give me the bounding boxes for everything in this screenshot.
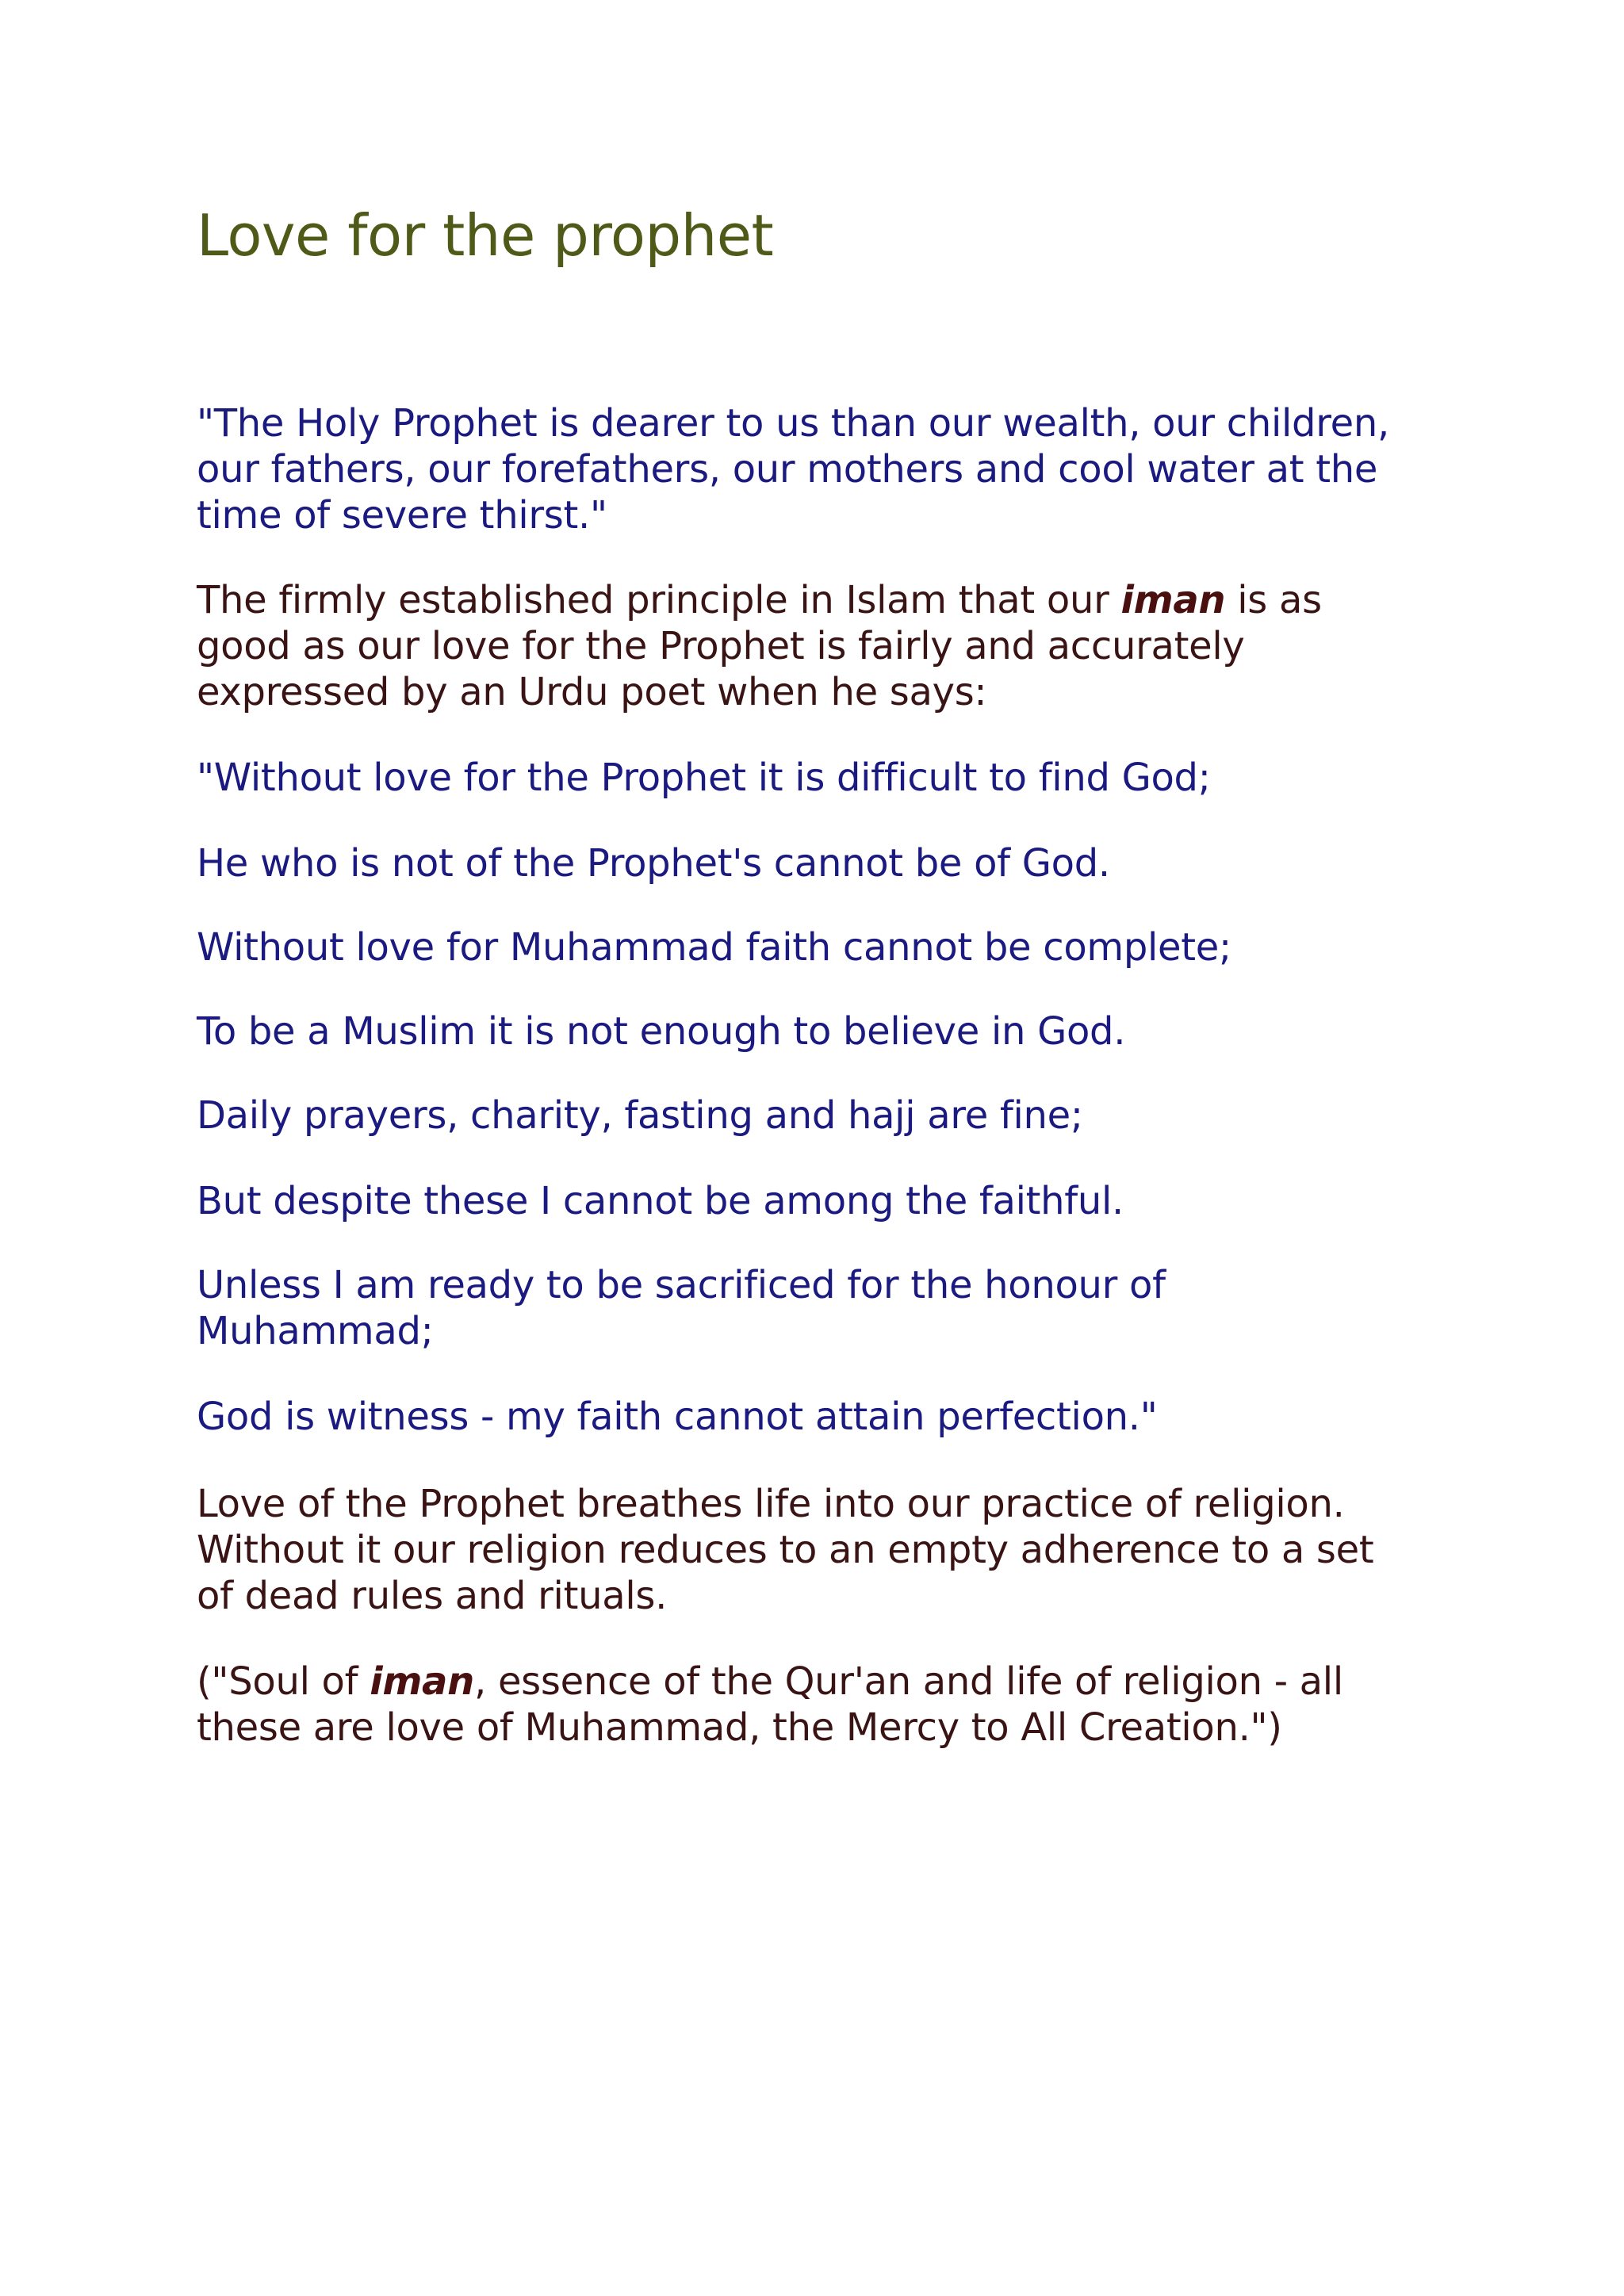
poem-line: But despite these I cannot be among the faithful. [197,1179,1124,1223]
poem-line: He who is not of the Prophet's cannot be of God. [197,841,1110,886]
poem-line: Daily prayers, charity, fasting and hajj are fine; [197,1093,1083,1138]
poem-line: Without love for Muhammad faith cannot be complete; [197,925,1231,970]
poem-line: Unless I am ready to be sacrificed for the honour of Muhammad; [197,1263,1166,1353]
conclusion-paragraph: Love of the Prophet breathes life into our practice of religion. Without it our religion reduces to an empty adherence to a set of dead rules and rituals. [197,1482,1374,1618]
principle-paragraph [197,577,1497,715]
quote-intro: "The Holy Prophet is dearer to us than our wealth, our children, our fathers, our forefathers, our mothers and cool water at the time of severe thirst." [197,401,1389,538]
page-title: Love for the prophet [197,202,774,269]
poem-line: "Without love for the Prophet it is difficult to find God; [197,756,1211,800]
principle-text-before: The firmly established principle in Islam that our [197,578,1121,622]
iman-emphasis: iman [370,1659,475,1704]
principle-text-after: is as good as our love for the Prophet is fairly and accurately expressed by an Urdu poet when he says: [197,578,1322,714]
poem-line: God is witness - my faith cannot attain perfection." [197,1395,1158,1439]
iman-emphasis: iman [1120,578,1226,622]
closing-text-before: ("Soul of [197,1659,370,1704]
closing-paragraph [197,1659,1497,1751]
poem-line: To be a Muslim it is not enough to believe in God. [197,1009,1126,1054]
closing-text-after: , essence of the Qur'an and life of religion - all these are love of Muhammad, the Mercy to All Creation.") [197,1659,1343,1750]
